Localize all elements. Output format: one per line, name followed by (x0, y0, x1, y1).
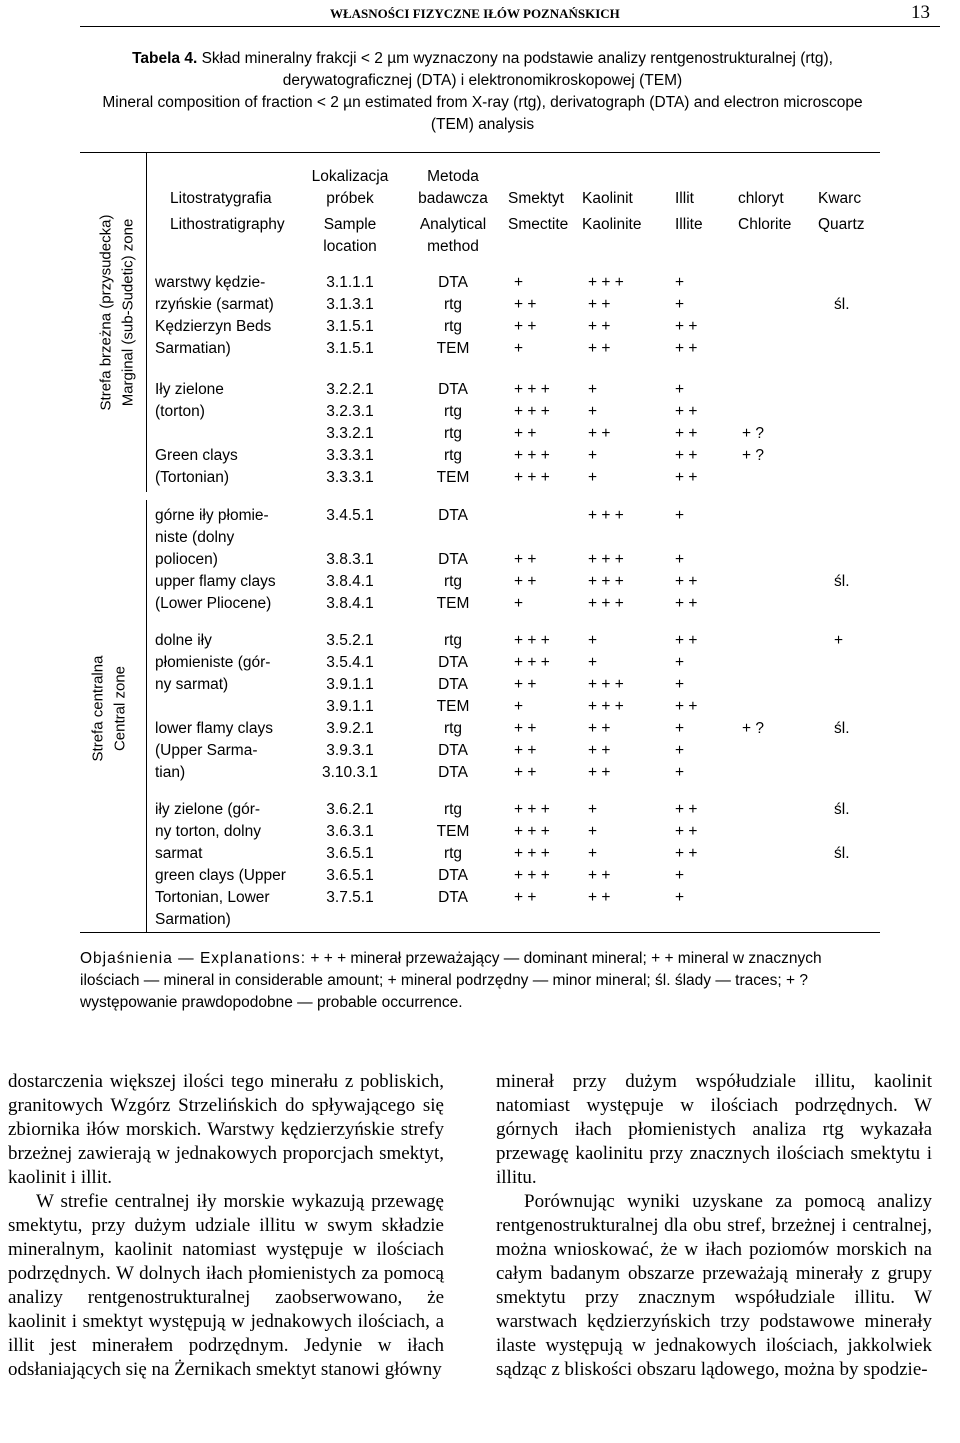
cell-method: TEM (436, 698, 470, 715)
header-strat-pl: Litostratygrafia (170, 190, 272, 207)
cell-location: 3.1.5.1 (326, 318, 374, 335)
cell-location: 3.5.4.1 (326, 654, 374, 671)
cell-location: 3.8.4.1 (326, 595, 374, 612)
table-top-rule (80, 152, 880, 153)
cell-location: 3.8.3.1 (326, 551, 374, 568)
cell-kaolinite: + + (588, 720, 611, 737)
cell-location: 3.5.2.1 (326, 632, 374, 649)
header-location-1: Lokalizacja (311, 168, 389, 185)
strat-line: Tortonian, Lower (155, 889, 270, 906)
cell-method: rtg (443, 801, 463, 818)
strat-line: green clays (Upper (155, 867, 286, 884)
cell-smectite: + + (514, 720, 537, 737)
cell-method: rtg (443, 720, 463, 737)
cell-smectite: + + (514, 676, 537, 693)
cell-smectite: + + (514, 573, 537, 590)
cell-method: DTA (438, 507, 468, 524)
cell-smectite: + + + (514, 867, 550, 884)
cell-smectite: + + + (514, 469, 550, 486)
cell-illite: + (675, 507, 685, 524)
strat-line: warstwy kędzie- (155, 274, 266, 291)
zone-label-central-en: Central zone (111, 665, 129, 752)
cell-illite: + + (675, 318, 698, 335)
cell-illite: + (675, 551, 685, 568)
cell-location: 3.4.5.1 (326, 507, 374, 524)
strat-line: lower flamy clays (155, 720, 273, 737)
cell-location: 3.6.2.1 (326, 801, 374, 818)
cell-method: DTA (438, 764, 468, 781)
cell-method: rtg (443, 845, 463, 862)
strat-line: rzyńskie (sarmat) (155, 296, 274, 313)
cell-quartz: śl. (834, 573, 850, 590)
cell-method: DTA (438, 742, 468, 759)
cell-illite: + + (675, 447, 698, 464)
strat-line: (Lower Pliocene) (155, 595, 272, 612)
strat-line: niste (dolny (155, 529, 235, 546)
cell-illite: + (675, 867, 685, 884)
cell-method: DTA (438, 867, 468, 884)
header-illite-en: Illite (675, 216, 703, 233)
cell-kaolinite: + + (588, 318, 611, 335)
strat-line: (torton) (155, 403, 205, 420)
cell-smectite: + + (514, 742, 537, 759)
cell-kaolinite: + + (588, 340, 611, 357)
cell-smectite: + + (514, 318, 537, 335)
cell-method: DTA (438, 381, 468, 398)
cell-chlorite: + ? (742, 447, 764, 464)
cell-method: rtg (443, 632, 463, 649)
strat-line: sarmat (155, 845, 203, 862)
cell-smectite: + + (514, 889, 537, 906)
table-footnote (80, 948, 880, 1014)
strat-line: płomieniste (gór- (155, 654, 271, 671)
cell-quartz: + (834, 632, 844, 649)
cell-method: DTA (438, 551, 468, 568)
cell-location: 3.2.3.1 (326, 403, 374, 420)
cell-smectite: + (514, 698, 524, 715)
header-kaolinite-pl: Kaolinit (582, 190, 633, 207)
cell-smectite: + + (514, 296, 537, 313)
cell-location: 3.9.1.1 (326, 698, 374, 715)
paragraph: Porównując wyniki uzyskane za pomocą analizy rentgenostrukturalnej dla obu stref, brzeżnej i centralnej, można wnioskować, że w iłach poziomów morskich na całym badanym obszarze przeważają minerały z grupy smektytu przy znacznym współudziale illitu. W warstwach kędzierzyńskich trzy podstawowe minerały ilaste występują w jednakowych ilościach, jakkolwiek sądząc z bliskości obszaru lądowego, można by spodzie- (496, 1191, 932, 1380)
cell-location: 3.1.3.1 (326, 296, 374, 313)
header-location-3: Sample (323, 216, 377, 233)
cell-location: 3.3.3.1 (326, 447, 374, 464)
cell-method: rtg (443, 403, 463, 420)
cell-smectite: + + + (514, 654, 550, 671)
cell-illite: + + (675, 595, 698, 612)
cell-location: 3.9.3.1 (326, 742, 374, 759)
cell-method: rtg (443, 318, 463, 335)
cell-method: DTA (438, 654, 468, 671)
header-quartz-en: Quartz (818, 216, 865, 233)
cell-smectite: + (514, 595, 524, 612)
cell-location: 3.3.2.1 (326, 425, 374, 442)
zone-label-central-pl: Strefa centralna (89, 655, 107, 762)
running-head (80, 0, 940, 27)
strat-line: poliocen) (155, 551, 218, 568)
cell-kaolinite: + + + (588, 595, 624, 612)
strat-line: ny sarmat) (155, 676, 229, 693)
cell-illite: + + (675, 801, 698, 818)
strat-line: iły zielone (gór- (155, 801, 261, 818)
header-location-2: próbek (326, 190, 374, 207)
cell-method: DTA (438, 889, 468, 906)
cell-kaolinite: + (588, 654, 598, 671)
running-head-title: WŁASNOŚCI FIZYCZNE IŁÓW POZNAŃSKICH (330, 6, 620, 21)
table-caption (80, 48, 885, 136)
header-location-4: location (323, 238, 377, 255)
cell-kaolinite: + (588, 381, 598, 398)
cell-kaolinite: + (588, 823, 598, 840)
strat-line: Sarmatian) (155, 340, 231, 357)
cell-kaolinite: + + + (588, 551, 624, 568)
header-strat-en: Lithostratigraphy (170, 216, 285, 233)
header-method-2: badawcza (418, 190, 488, 207)
zone-divider-marginal (146, 152, 147, 492)
header-smectite-pl: Smektyt (508, 190, 564, 207)
caption-label: Tabela 4. (132, 50, 198, 67)
header-chlorite-en: Chlorite (738, 216, 792, 233)
cell-location: 3.6.3.1 (326, 823, 374, 840)
strat-line: Sarmation) (155, 911, 231, 928)
cell-smectite: + + + (514, 447, 550, 464)
cell-smectite: + (514, 274, 524, 291)
cell-location: 3.8.4.1 (326, 573, 374, 590)
cell-kaolinite: + (588, 801, 598, 818)
cell-kaolinite: + + (588, 425, 611, 442)
cell-illite: + (675, 889, 685, 906)
paragraph: W strefie centralnej iły morskie wykazują przewagę smektytu, przy dużym udziale illitu w swym składzie mineralnym, kaolinit natomiast występuje w ilościach podrzędnych. W dolnych iłach płomienistych za pomocą analizy rentgenostrukturalnej zaobserwowano, że kaolinit i smektyt występują w jednakowych ilościach, a illit jest minerałem podrzędnym. Jedynie w iłach odsłaniających się na Żernikach smektyt stanowi główny (8, 1191, 444, 1380)
cell-chlorite: + ? (742, 425, 764, 442)
cell-kaolinite: + + (588, 867, 611, 884)
zone-divider-central (146, 500, 147, 932)
cell-kaolinite: + + + (588, 507, 624, 524)
cell-location: 3.10.3.1 (321, 764, 379, 781)
cell-illite: + (675, 654, 685, 671)
cell-kaolinite: + (588, 447, 598, 464)
body-column-right (496, 1070, 932, 1382)
cell-smectite: + + + (514, 381, 550, 398)
cell-illite: + (675, 381, 685, 398)
cell-kaolinite: + (588, 845, 598, 862)
cell-smectite: + + (514, 551, 537, 568)
strat-line: górne iły płomie- (155, 507, 269, 524)
zone-label-marginal-pl: Strefa brzeżna (przysudecka) (97, 214, 115, 411)
cell-illite: + + (675, 425, 698, 442)
header-chlorite-pl: chloryt (738, 190, 784, 207)
cell-quartz: śl. (834, 296, 850, 313)
cell-illite: + + (675, 698, 698, 715)
strat-line: tian) (155, 764, 186, 781)
cell-kaolinite: + + (588, 889, 611, 906)
cell-kaolinite: + + + (588, 698, 624, 715)
cell-method: rtg (443, 296, 463, 313)
cell-illite: + + (675, 469, 698, 486)
cell-location: 3.6.5.1 (326, 845, 374, 862)
strat-line: Iły zielone (155, 381, 224, 398)
cell-smectite: + (514, 340, 524, 357)
strat-line: (Tortonian) (155, 469, 230, 486)
header-method-4: method (427, 238, 479, 255)
header-smectite-en: Smectite (508, 216, 569, 233)
cell-kaolinite: + + (588, 764, 611, 781)
cell-quartz: śl. (834, 720, 850, 737)
cell-kaolinite: + (588, 403, 598, 420)
cell-smectite: + + + (514, 403, 550, 420)
cell-smectite: + + + (514, 845, 550, 862)
cell-illite: + + (675, 632, 698, 649)
cell-location: 3.9.1.1 (326, 676, 374, 693)
cell-location: 3.7.5.1 (326, 889, 374, 906)
page-number: 13 (911, 2, 930, 23)
strat-line: ny torton, dolny (155, 823, 261, 840)
cell-illite: + (675, 720, 685, 737)
header-kaolinite-en: Kaolinite (582, 216, 642, 233)
footnote-text: + + + minerał przeważający — dominant mineral; + + mineral w znacznych ilościach — mineral in considerable amount; + mineral podrzędny — minor mineral; śl. ślady — traces; + ? występowanie prawdopodobne — probable occurrence. (80, 950, 822, 1011)
cell-illite: + (675, 274, 685, 291)
table-bottom-rule (80, 932, 880, 933)
cell-method: rtg (443, 573, 463, 590)
cell-method: TEM (436, 595, 470, 612)
cell-location: 3.3.3.1 (326, 469, 374, 486)
cell-kaolinite: + + (588, 296, 611, 313)
cell-method: DTA (438, 676, 468, 693)
cell-method: TEM (436, 469, 470, 486)
header-illite-pl: Illit (675, 190, 694, 207)
caption-english: Mineral composition of fraction < 2 µn estimated from X-ray (rtg), derivatograph (DTA) and electron microscope (TEM) analysis (102, 94, 863, 133)
cell-smectite: + + (514, 764, 537, 781)
strat-line: Green clays (155, 447, 238, 464)
caption-polish: Skład mineralny frakcji < 2 µm wyznaczony na podstawie analizy rentgenostrukturalnej (rtg), derywatograficznej (DTA) i elektronomikroskopowej (TEM) (201, 50, 833, 89)
cell-illite: + + (675, 845, 698, 862)
cell-location: 3.9.2.1 (326, 720, 374, 737)
header-method-3: Analytical (419, 216, 487, 233)
cell-kaolinite: + + + (588, 274, 624, 291)
paragraph: minerał przy dużym współudziale illitu, kaolinit natomiast występuje w ilościach podrzędnych. W górnych iłach płomienistych analiza rtg wykazała przewagę kaolinitu przy znacznych ilościach smektytu i illitu. (496, 1071, 932, 1188)
paragraph: dostarczenia większej ilości tego minerału z pobliskich, granitowych Wzgórz Strzelińskich do spływającego się zbiornika iłów morskich. Warstwy kędzierzyńskie strefy brzeżnej zawierają w jednakowych proporcjach smektyt, kaolinit i illit. (8, 1071, 444, 1188)
cell-method: TEM (436, 823, 470, 840)
cell-illite: + (675, 676, 685, 693)
cell-chlorite: + ? (742, 720, 764, 737)
cell-location: 3.1.1.1 (326, 274, 374, 291)
cell-smectite: + + + (514, 823, 550, 840)
cell-smectite: + + (514, 425, 537, 442)
cell-method: rtg (443, 425, 463, 442)
cell-illite: + (675, 764, 685, 781)
cell-kaolinite: + (588, 632, 598, 649)
cell-smectite: + + + (514, 801, 550, 818)
cell-kaolinite: + + (588, 742, 611, 759)
body-column-left (8, 1070, 444, 1382)
cell-illite: + + (675, 340, 698, 357)
strat-line: Kędzierzyn Beds (155, 318, 272, 335)
footnote-label: Objaśnienia — Explanations: (80, 950, 307, 967)
cell-kaolinite: + (588, 469, 598, 486)
cell-illite: + + (675, 403, 698, 420)
cell-smectite: + + + (514, 632, 550, 649)
cell-quartz: śl. (834, 801, 850, 818)
strat-line: (Upper Sarma- (155, 742, 258, 759)
cell-location: 3.1.5.1 (326, 340, 374, 357)
header-method-1: Metoda (427, 168, 479, 185)
strat-line: dolne iły (155, 632, 212, 649)
cell-location: 3.2.2.1 (326, 381, 374, 398)
cell-kaolinite: + + + (588, 573, 624, 590)
cell-method: rtg (443, 447, 463, 464)
cell-method: TEM (436, 340, 470, 357)
cell-kaolinite: + + + (588, 676, 624, 693)
strat-line: upper flamy clays (155, 573, 276, 590)
cell-illite: + + (675, 573, 698, 590)
cell-illite: + (675, 296, 685, 313)
cell-method: DTA (438, 274, 468, 291)
cell-illite: + + (675, 823, 698, 840)
header-quartz-pl: Kwarc (818, 190, 862, 207)
zone-label-marginal-en: Marginal (sub-Sudetic) zone (119, 218, 137, 407)
cell-illite: + (675, 742, 685, 759)
cell-location: 3.6.5.1 (326, 867, 374, 884)
cell-quartz: śl. (834, 845, 850, 862)
